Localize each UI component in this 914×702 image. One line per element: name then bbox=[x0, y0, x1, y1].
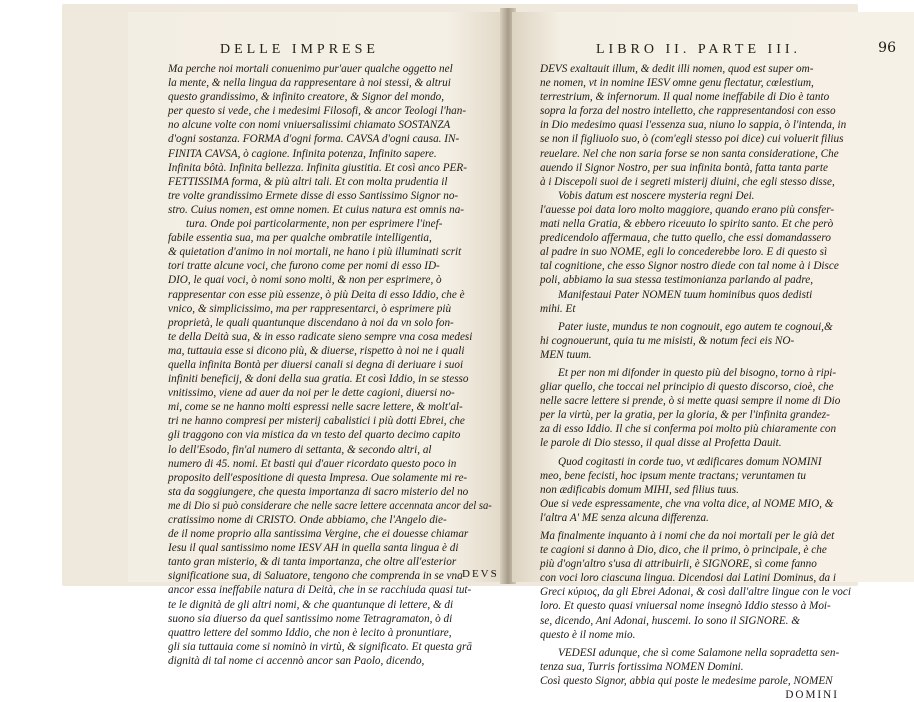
text-line: te le dignità de gli altri nomi, & che quantunque di lettere, & di bbox=[168, 598, 454, 611]
text-line: tre volte grandissimo Ermete disse di esso Santissimo Signor no- bbox=[168, 189, 459, 202]
text-line: significatione sua, di Saluatore, tengono che comprenda in se vna bbox=[168, 570, 463, 583]
text-line: te della Deità sua, & in esso radicate sieno sempre vna cosa medesi bbox=[168, 330, 473, 343]
text-line: d'ogni sostanza. FORMA d'ogni forma. CAVSA d'ogni causa. IN- bbox=[168, 133, 460, 146]
text-line: rappresentar con esse più essenze, ò più Deita di esso Iddio, che è bbox=[168, 288, 465, 301]
text-line: Ma finalmente inquanto à i nomi che da noi mortali per le già det bbox=[540, 530, 835, 542]
text-line: te cagioni si danno à Dio, dico, che il primo, ò principale, è che bbox=[540, 544, 827, 557]
text-line: quella infinita Bontà per diuersi canali si degna di deriuare i suoi bbox=[168, 358, 464, 371]
left-catchword: DEVS bbox=[462, 568, 499, 580]
text-line: & quietation d'animo in noi mortali, ne hano i più illuminati scrit bbox=[168, 246, 462, 259]
text-line: se, dicendo, Ani Adonai, huscemi. Io sono il SIGNORE. & bbox=[540, 614, 800, 627]
text-line: non ædificabis domum MIHI, sed filius tuus. bbox=[540, 483, 739, 496]
left-page bbox=[128, 12, 502, 667]
text-line: de il nome proprio alla santissima Vergine, che ei douesse chiamar bbox=[168, 528, 469, 541]
text-line: meo, bene fecisti, hoc ipsum mente tractans; veruntamen tu bbox=[540, 469, 806, 482]
text-line: le parole di Dio stesso, il qual disse al Profetta Dauit. bbox=[540, 437, 782, 450]
text-line: tanto gran misterio, & di tanta importanza, che oltre all'esterior bbox=[168, 556, 457, 569]
text-line: me di Dio si può considerare che nelle sacre lettere accennata ancor del sa- bbox=[168, 499, 492, 512]
right-running-header: LIBRO II. PARTE III. bbox=[596, 42, 802, 57]
text-line: per la virtù, per la gratia, per la gloria, & per l'infinita grandez- bbox=[540, 409, 830, 422]
text-line: vnitissimo, viene ad auer da noi per le dette cagioni, diuersi no- bbox=[168, 387, 455, 400]
text-line: quattro lettere del sommo Iddio, che non è lecito à pronuntiare, bbox=[168, 626, 452, 639]
text-line: suono sia diuerso da quel santissimo nome Tetragramaton, ò di bbox=[168, 612, 453, 625]
right-page bbox=[512, 12, 914, 702]
text-line: Greci κύριος, da gli Ebrei Adonai, & così dall'altre lingue con le voci bbox=[540, 586, 851, 599]
text-line: Così questo Signor, abbia qui poste le medesime parole, NOMEN bbox=[540, 674, 833, 687]
text-line: Et per non mi difonder in questo più del bisogno, torno à ripi- bbox=[558, 366, 837, 379]
text-line: VEDESI adunque, che sì come Salamone nella sopradetta sen- bbox=[558, 646, 840, 659]
text-line: DIO, le quai voci, ò nomi sono molti, & non per esprimere, ò bbox=[168, 274, 442, 287]
text-line: cratissimo nome di CRISTO. Onde abbiamo, che l'Angelo die- bbox=[168, 514, 447, 526]
text-line: fabile essentia sua, ma per qualche ombratile intelligentia, bbox=[168, 232, 432, 245]
text-line: tri ne hanno compresi per misterij cabalistici i più dotti Ebrei, che bbox=[168, 415, 465, 428]
text-line: l'altra A' ME senza alcuna differenza. bbox=[540, 511, 709, 524]
text-line: sta da soggiungere, che questa importanza di sacro misterio del no bbox=[168, 485, 469, 498]
text-line: proposito dell'espositione di questa Impresa. Oue solamente mi re- bbox=[168, 471, 468, 484]
text-line: no alcune volte con nomi vniuersalissimi chiamato SOSTANZA bbox=[168, 119, 451, 132]
text-line: hi cognouerunt, quia tu me misisti, & notum feci eis NO- bbox=[540, 334, 795, 347]
text-line: tori tratte alcune voci, che furono come per nomi di esso ID- bbox=[168, 260, 440, 273]
text-line: con voci loro ciascuna lingua. Dicendosi dai Latini Dominus, da i bbox=[540, 572, 837, 585]
text-line: DOMINI bbox=[785, 689, 839, 702]
text-line: tura. Onde poi particolarmente, non per esprimere l'inef- bbox=[186, 218, 443, 231]
text-line: se non il figliuolo suo, ò (com'egli stesso poi dice) cui voluerit filius bbox=[540, 133, 844, 146]
text-line: Oue si vede espressamente, che vna volta dice, al NOME MIO, & bbox=[540, 497, 834, 510]
text-line: l'auesse poi data loro molto maggiore, quando erano più consfer- bbox=[540, 203, 835, 216]
open-book bbox=[62, 4, 896, 702]
text-line: gliar quello, che toccai nel principio di questo discorso, cioè, che bbox=[540, 381, 834, 394]
text-line: nelle sacre lettere si prende, ò si mette quasi sempre il nome di Dio bbox=[540, 395, 841, 408]
text-line: stro. Cuius nomen, est omne nomen. Et cuius natura est omnis na- bbox=[168, 203, 465, 216]
right-body-text bbox=[540, 62, 851, 702]
left-running-header: DELLE IMPRESE bbox=[220, 42, 379, 57]
text-line: sopra la forza del nostro intelletto, che rappresentandosi con esso bbox=[540, 105, 836, 118]
text-line: la mente, & nella lingua da rappresentare à noi stessi, & altrui bbox=[168, 77, 451, 90]
text-line: questo è il nome mio. bbox=[540, 628, 636, 641]
text-line: Infinita bôtà. Infinita bellezza. Infinita giustitia. Et così anco PER- bbox=[168, 161, 467, 174]
text-line: MEN tuum. bbox=[540, 348, 592, 361]
text-line: ne nomen, vt in nomine IESV omne genu flectatur, cœlestium, bbox=[540, 77, 814, 90]
text-line: predicendolo affermaua, che tutto quello, che essi domandassero bbox=[540, 232, 831, 245]
text-line: proprietà, le quali quantunque discendano à noi da vn solo fon- bbox=[168, 316, 454, 329]
text-line: za di esso Iddio. Il che si conferma poi molto più chiaramente con bbox=[540, 423, 837, 436]
text-line: Vobis datum est noscere mysteria regni Dei. bbox=[558, 189, 755, 202]
text-line: à i Discepoli suoi de i segreti misterij diuini, che egli stesso disse, bbox=[540, 175, 835, 188]
text-line: per questo si vede, che i medesimi Filosofi, & ancor Teologi l'han- bbox=[168, 105, 467, 118]
text-line: FETTISSIMA forma, & più altri tali. Et con molta prudentia il bbox=[168, 175, 448, 188]
text-line: in Dio medesimo quasi l'essenza sua, niuno lo sappia, ò l'intenda, in bbox=[540, 119, 847, 132]
text-line: più d'ogn'altro s'usa di attribuirli, è SIGNORE, sì come fanno bbox=[540, 558, 817, 571]
text-line: Ma perche noi mortali conuenimo pur'auer qualche oggetto nel bbox=[168, 63, 453, 75]
text-line: poli, abbiamo la sua stessa testimonianza parlando al padre, bbox=[540, 274, 814, 287]
text-line: Quod cogitasti in corde tuo, vt ædificares domum NOMINI bbox=[558, 455, 822, 468]
text-line: Iesu il qual santissimo nome IESV AH in quella santa lingua è di bbox=[168, 542, 459, 555]
text-line: ancor essa ineffabile natura di Deità, che in se racchiuda quasi tut- bbox=[168, 584, 472, 597]
text-line: Manifestaui Pater NOMEN tuum hominibus quos dedisti bbox=[558, 288, 813, 301]
text-line: dignità di tal nome ci accennò ancor san Paolo, dicendo, bbox=[168, 654, 425, 667]
text-line: auendo il Signor Nostro, per sua infinita bontà, fatta tanta parte bbox=[540, 161, 828, 174]
text-line: mihi. Et bbox=[540, 302, 576, 315]
text-line: questo grandissimo, & infinito creatore, & Signor del mondo, bbox=[168, 91, 445, 104]
text-line: tenza sua, Turris fortissima NOMEN Domini. bbox=[540, 660, 744, 673]
text-line: lo dell'Esodo, fin'al numero di settanta, & secondo altri, al bbox=[168, 443, 432, 456]
text-line: mati nella Gratia, & ebbero riceuuto lo spirito santo. Et che però bbox=[540, 218, 834, 231]
text-line: tal cognitione, che esso Signor nostro diede con tal nome à i Disce bbox=[540, 260, 839, 273]
text-line: Pater iuste, mundus te non cognouit, ego autem te cognoui,& bbox=[558, 320, 833, 333]
text-line: mi, come se ne hanno molti espressi nelle sacre lettere, & molt'al- bbox=[168, 401, 463, 414]
text-line: infiniti beneficij, & doni della sua gratia. Et così Iddio, in se stesso bbox=[168, 373, 469, 386]
text-line: terrestrium, & infernorum. Il qual nome ineffabile di Dio è tanto bbox=[540, 91, 830, 104]
text-line: DEVS exaltauit illum, & dedit illi nomen, quod est super om- bbox=[540, 63, 814, 75]
text-line: loro. Et questo quasi vniuersal nome insegnò Iddio stesso à Moi- bbox=[540, 600, 831, 613]
text-line: al padre in suo NOME, egli lo concederebbe loro. E di questo sì bbox=[540, 246, 828, 259]
left-body-text bbox=[168, 62, 509, 668]
text-line: FINITA CAVSA, ò cagione. Infinita potenza, Infinito sapere. bbox=[168, 147, 437, 160]
text-line: vnico, & simplicissimo, ma per rappresentarci, ò esprimere più bbox=[168, 302, 452, 315]
page-number: 96 bbox=[878, 40, 896, 56]
text-line: ma, tuttauia esse si dicono più, & diuerse, rispetto à noi ne i quali bbox=[168, 344, 465, 357]
text-line: gli sia tuttauia come si nominò in virtù, & significato. Et questa grā bbox=[168, 640, 472, 653]
text-line: numero di 45. nomi. Et basti qui d'auer ricordato questo poco in bbox=[168, 457, 457, 470]
text-line: gli traggono con via mistica da vn testo del quarto decimo capito bbox=[168, 429, 461, 442]
text-line: reuelare. Nel che non saria forse se non santa consideratione, Che bbox=[540, 147, 839, 160]
